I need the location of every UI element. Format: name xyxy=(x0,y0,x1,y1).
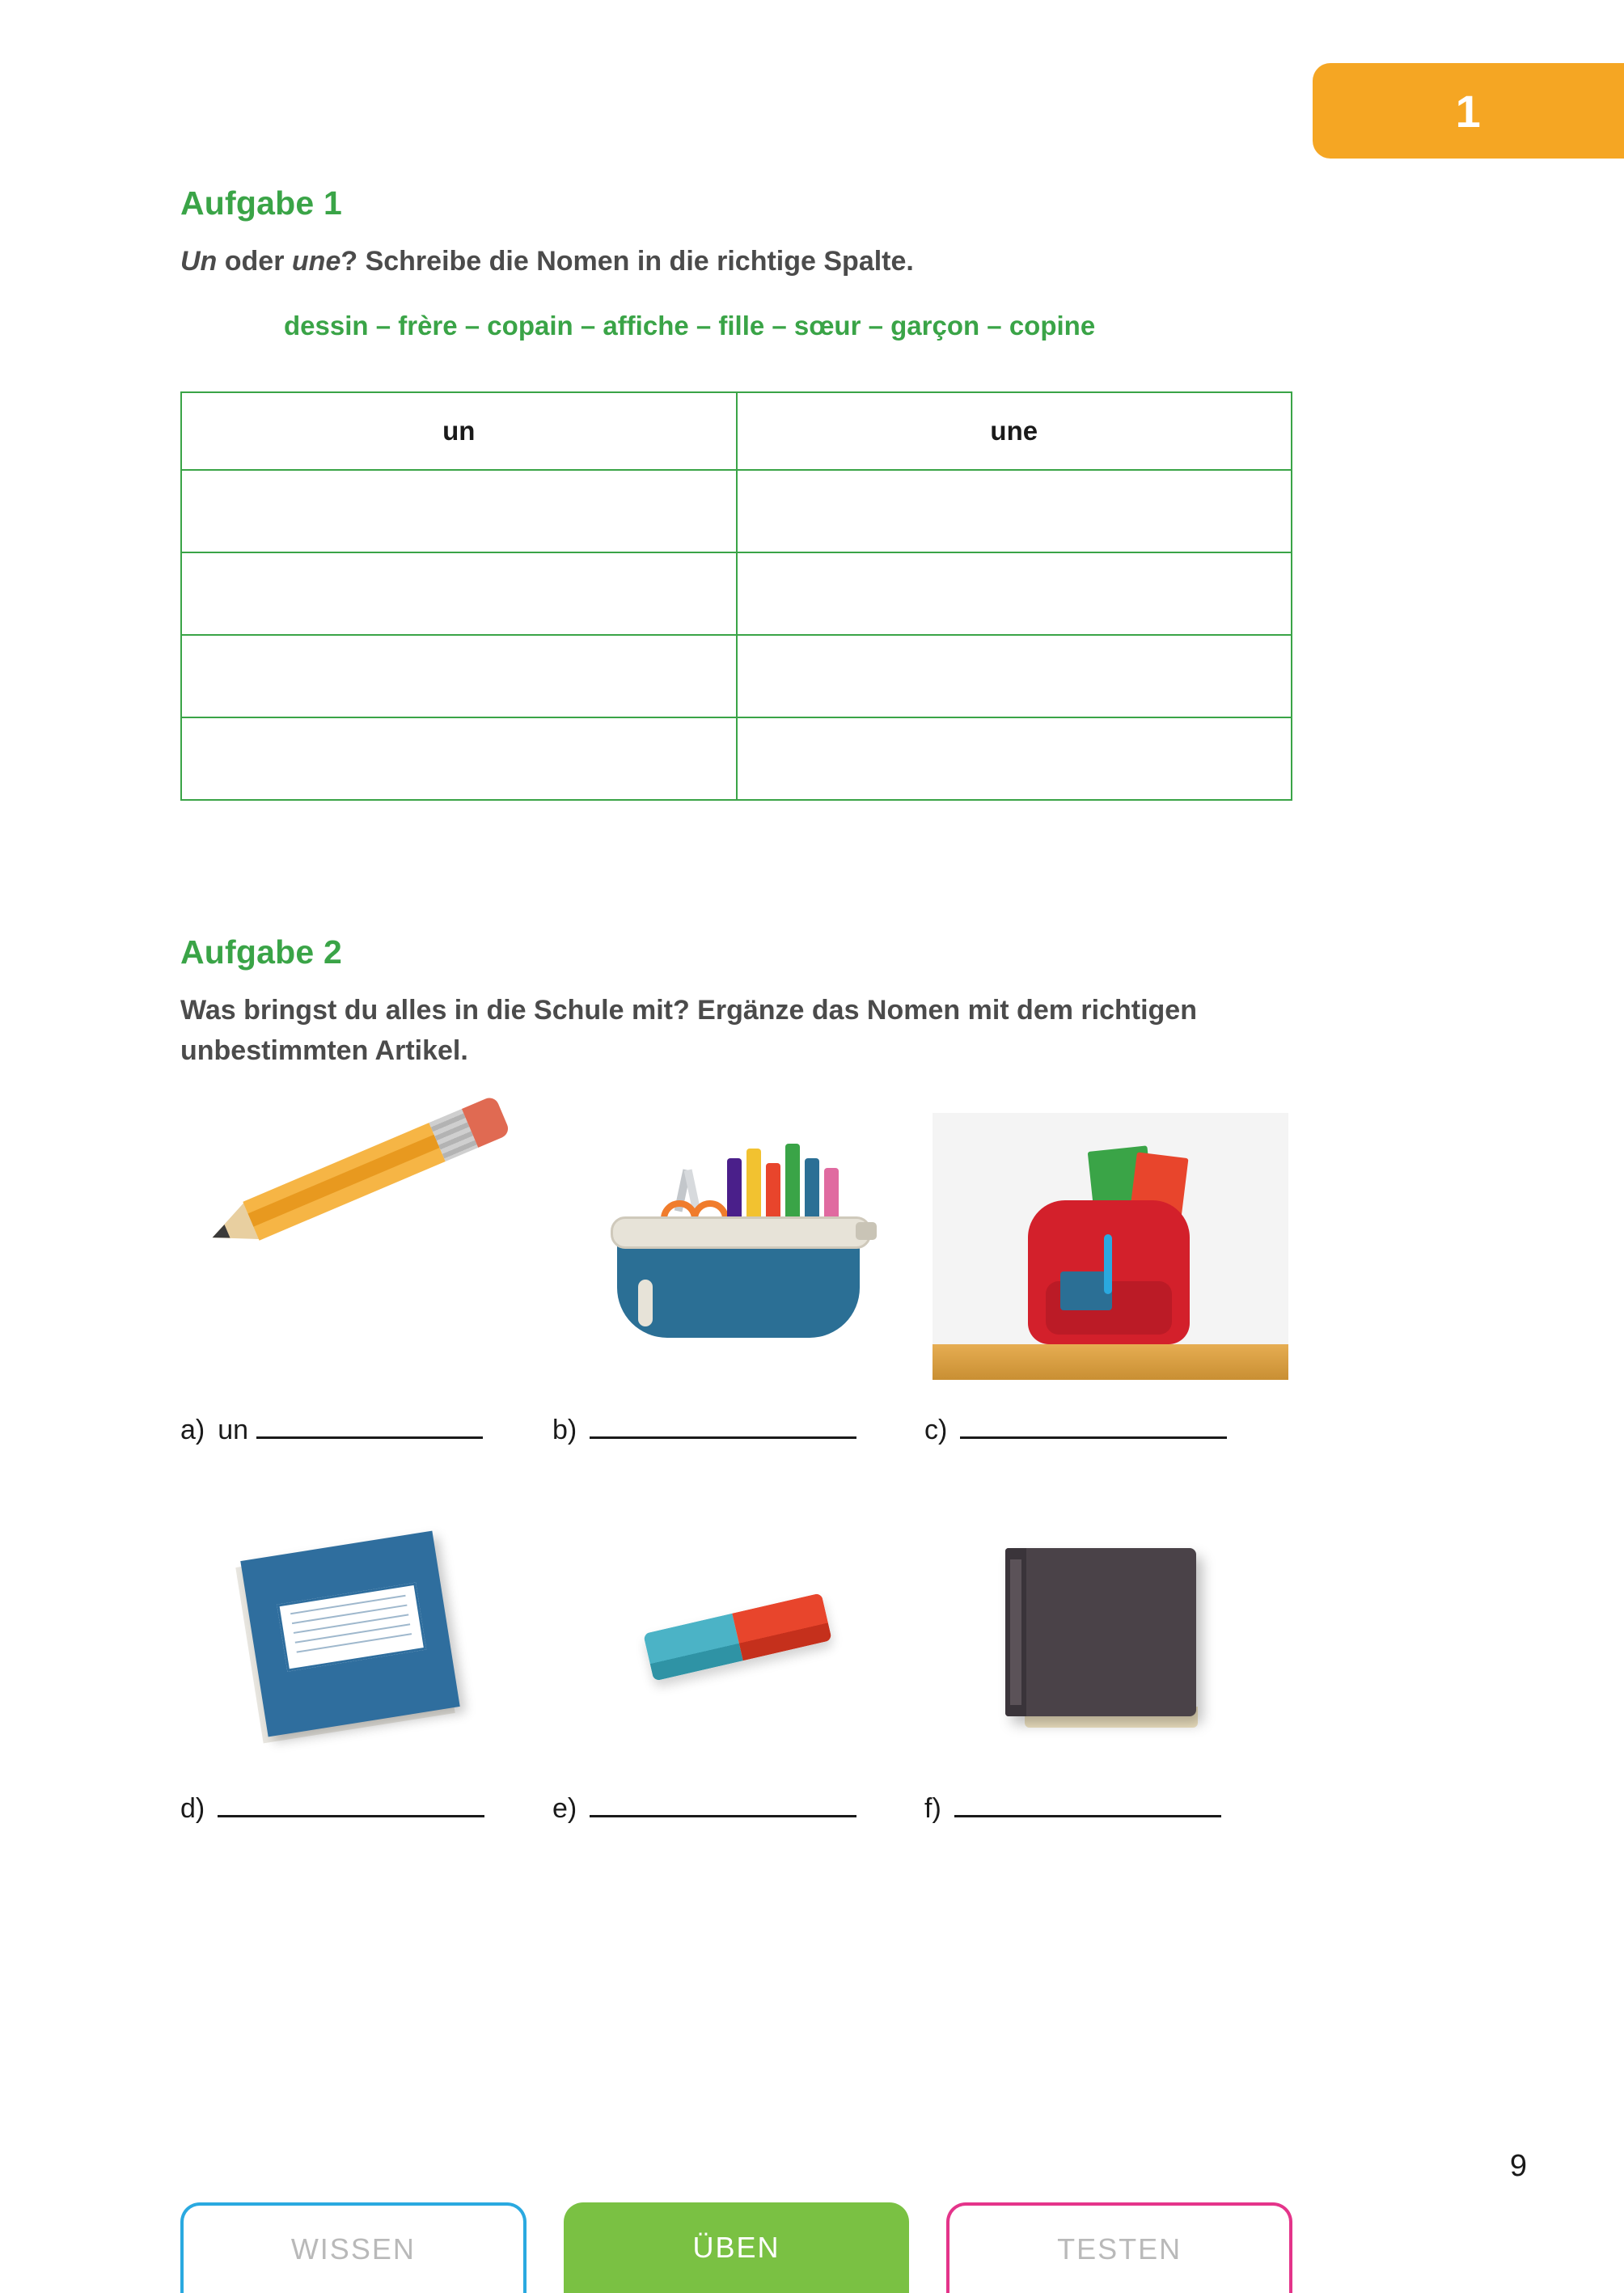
table-header-row xyxy=(181,392,1292,470)
chapter-tab xyxy=(1313,63,1624,159)
table-cell-une[interactable] xyxy=(737,717,1292,800)
pencil-case-image xyxy=(569,1113,908,1380)
task-1-instruction xyxy=(180,242,1285,281)
table-cell-un[interactable] xyxy=(181,717,737,800)
answer-item-e xyxy=(552,1789,924,1825)
answer-input-e[interactable] xyxy=(590,1789,856,1817)
page-number: 9 xyxy=(1509,2149,1527,2183)
table-cell-une[interactable] xyxy=(737,635,1292,717)
nav-tab-testen[interactable]: TESTEN xyxy=(946,2202,1292,2293)
task-2-title: Aufgabe 2 xyxy=(180,933,342,971)
table-cell-un[interactable] xyxy=(181,635,737,717)
nav-tab-ueben[interactable]: ÜBEN xyxy=(564,2202,910,2293)
answer-label-a: a) xyxy=(180,1414,205,1445)
task-1-section xyxy=(180,184,1285,801)
table-header-un: un xyxy=(181,392,737,470)
exercise-book-label xyxy=(277,1582,426,1671)
table-row xyxy=(181,552,1292,635)
answer-label-d: d) xyxy=(180,1792,205,1824)
task-2-section xyxy=(180,933,1285,1825)
image-cell-f xyxy=(924,1491,1296,1758)
pencil-image xyxy=(197,1137,536,1380)
table-row xyxy=(181,717,1292,800)
backpack-image xyxy=(933,1113,1288,1380)
exercise-book-image xyxy=(197,1516,536,1758)
task-2-instruction: Was bringst du alles in die Schule mit? Ergänze das Nomen mit dem richtigen unbestimmten Artikel. xyxy=(180,995,1197,1066)
answer-item-b xyxy=(552,1411,924,1446)
exercise-book-cover xyxy=(240,1530,459,1737)
answer-label-e: e) xyxy=(552,1792,577,1824)
image-cell-b xyxy=(552,1113,924,1380)
footer-navigation xyxy=(180,2202,1292,2293)
book-cover xyxy=(1005,1548,1196,1716)
image-cell-e xyxy=(552,1491,924,1758)
image-cell-c xyxy=(924,1113,1296,1380)
table-cell-une[interactable] xyxy=(737,552,1292,635)
image-cell-d xyxy=(180,1491,552,1758)
zipper-icon xyxy=(611,1216,871,1249)
task-2-answer-row-1 xyxy=(180,1411,1296,1446)
task-1-instruction-post: ? Schreibe die Nomen in die richtige Spalte. xyxy=(340,246,914,277)
task-2-answer-row-2 xyxy=(180,1789,1296,1825)
table-row xyxy=(181,470,1292,552)
answer-input-b[interactable] xyxy=(590,1411,856,1439)
answer-label-b: b) xyxy=(552,1414,577,1445)
table-cell-un[interactable] xyxy=(181,552,737,635)
page-content xyxy=(180,184,1285,1825)
answer-label-c: c) xyxy=(924,1414,948,1445)
book-image xyxy=(941,1516,1280,1758)
zipper-pull-icon xyxy=(638,1280,653,1326)
answer-label-f: f) xyxy=(924,1792,941,1824)
task-1-instruction-mid: oder xyxy=(217,246,292,277)
nav-tab-wissen[interactable]: WISSEN xyxy=(180,2202,527,2293)
table-row xyxy=(181,635,1292,717)
gender-table xyxy=(180,391,1292,801)
task-1-instruction-em2: une xyxy=(291,246,341,277)
answer-input-a[interactable] xyxy=(256,1411,483,1439)
answer-input-f[interactable] xyxy=(954,1789,1221,1817)
task-2-image-row-2 xyxy=(180,1491,1296,1758)
task-1-instruction-em1: Un xyxy=(180,246,218,277)
answer-item-d xyxy=(180,1789,552,1825)
chapter-number: 1 xyxy=(1455,85,1482,137)
answer-item-a xyxy=(180,1411,552,1446)
answer-input-c[interactable] xyxy=(960,1411,1227,1439)
task-1-word-bank: dessin – frère – copain – affiche – fille – sœur – garçon – copine xyxy=(284,311,1096,341)
answer-item-c xyxy=(924,1411,1296,1446)
task-1-title: Aufgabe 1 xyxy=(180,184,342,222)
eraser-image xyxy=(569,1516,908,1758)
task-2-image-row-1 xyxy=(180,1113,1296,1380)
eraser-body xyxy=(643,1593,832,1681)
table-cell-une[interactable] xyxy=(737,470,1292,552)
answer-input-d[interactable] xyxy=(218,1789,484,1817)
table-cell-un[interactable] xyxy=(181,470,737,552)
answer-item-f xyxy=(924,1789,1296,1825)
answer-prefill-a: un xyxy=(218,1414,249,1445)
image-cell-a xyxy=(180,1113,552,1380)
pencil-icon xyxy=(204,1095,511,1259)
table-header-une: une xyxy=(737,392,1292,470)
